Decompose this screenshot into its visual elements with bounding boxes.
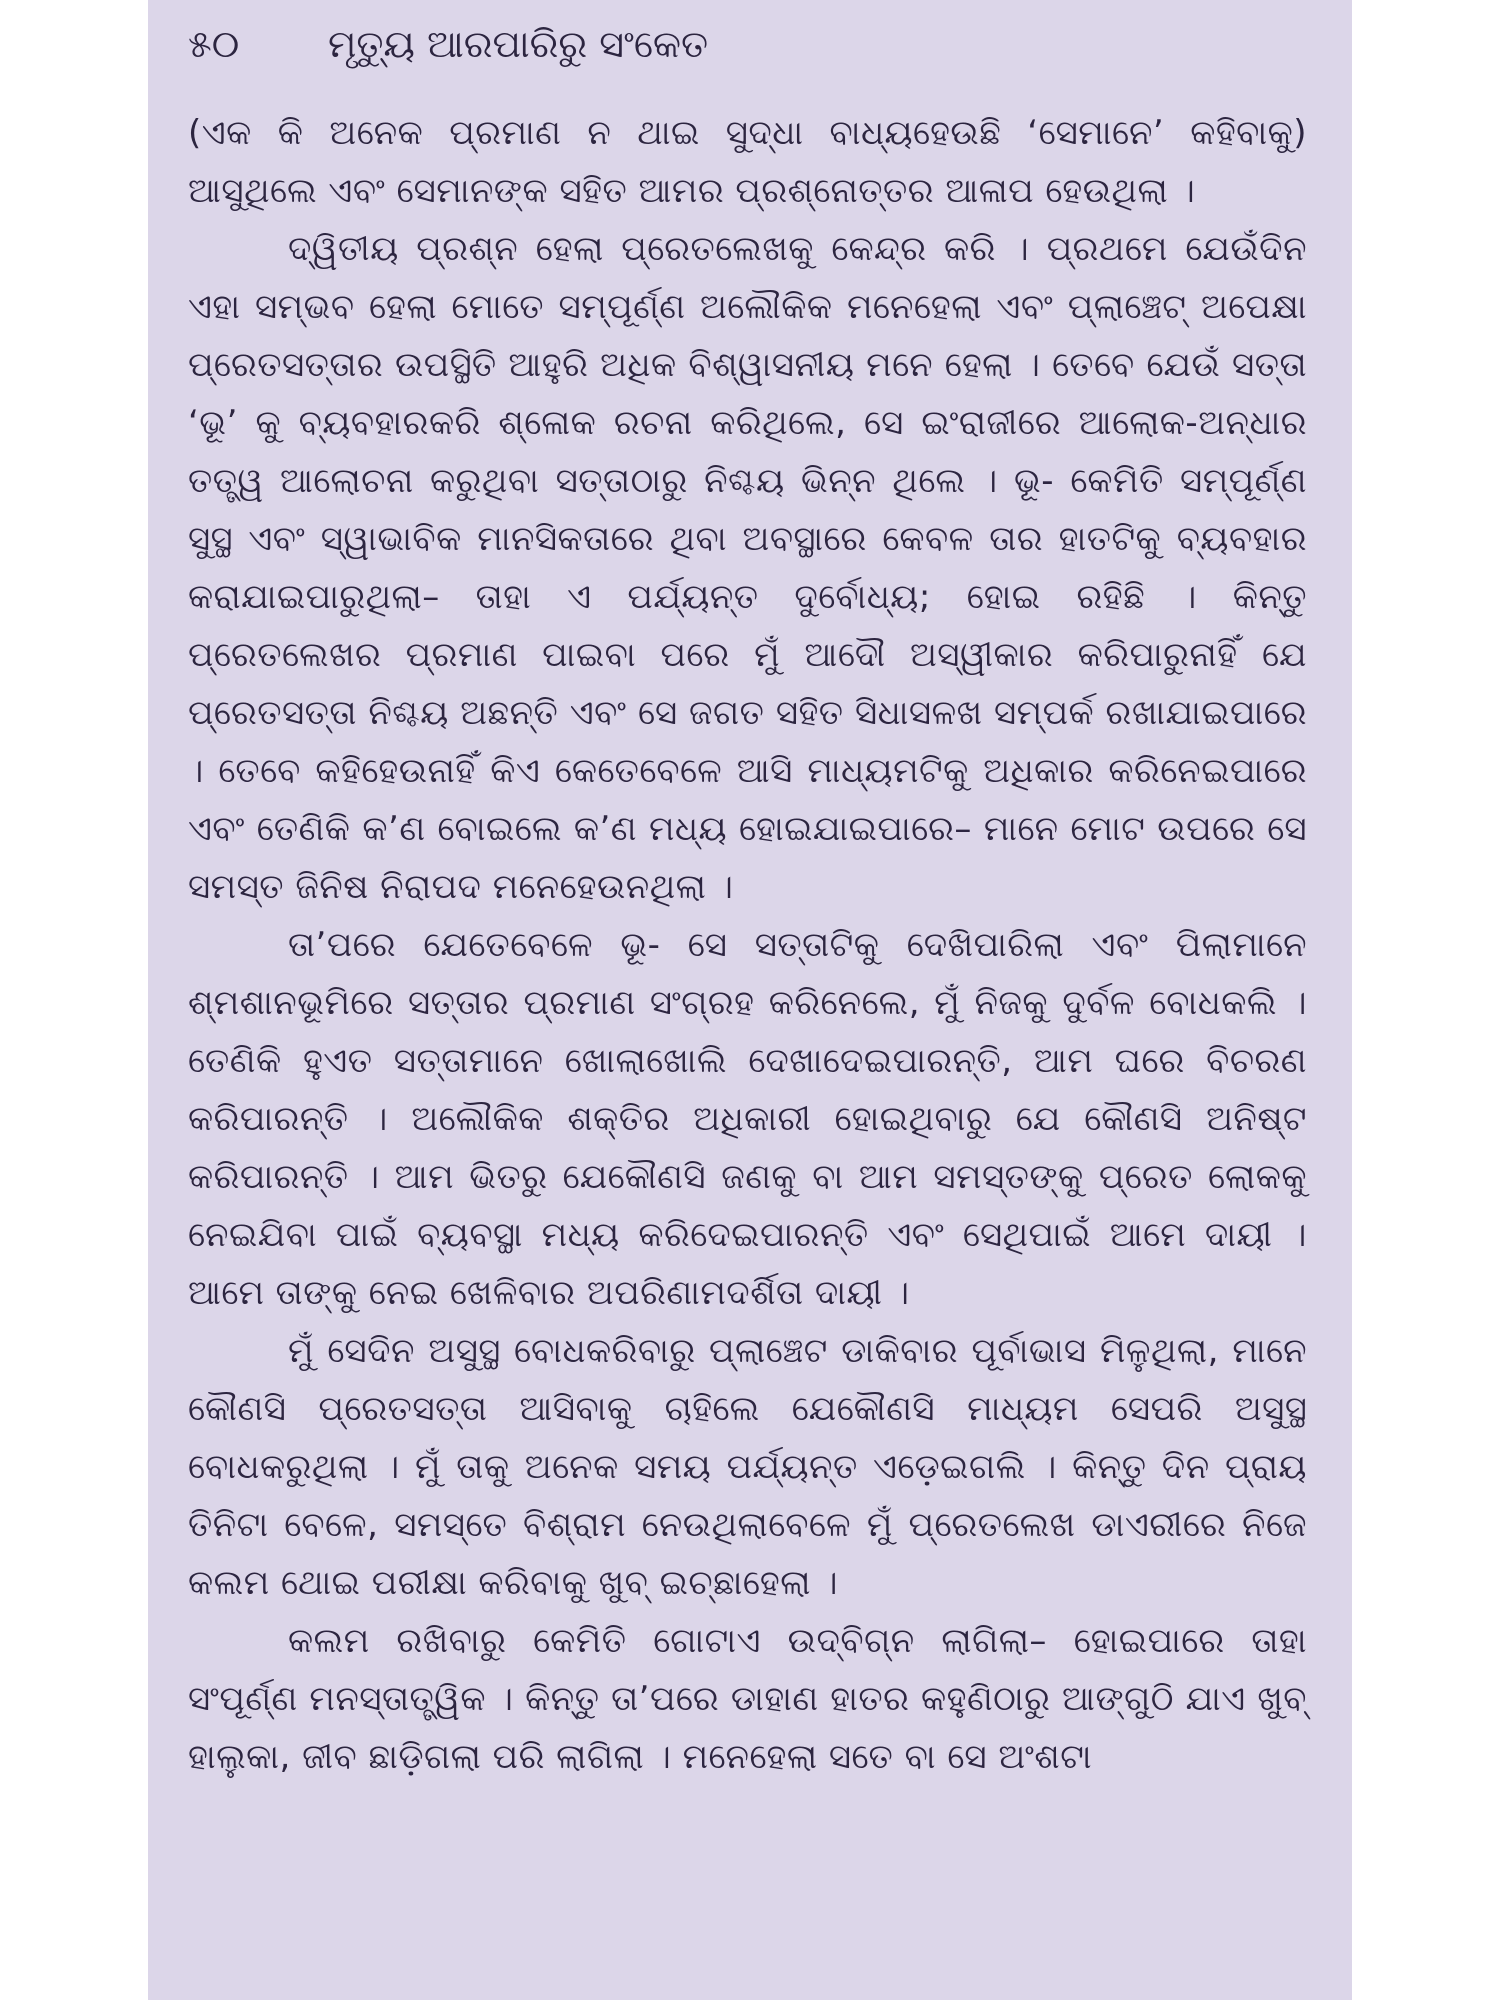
paragraph: ଦ୍ୱିତୀୟ ପ୍ରଶ୍ନ ହେଲା ପ୍ରେତଲେଖକୁ କେନ୍ଦ୍ର କରି । ପ୍ରଥମେ ଯେଉଁଦିନ ଏହା ସମ୍ଭବ ହେଲା ମୋତେ ସମ୍ପୂର୍ଣ୍ଣ ଅଲୌକିକ ମନେହେଲା ଏବଂ ପ୍ଲାଞ୍ଚେଟ୍ ଅପେକ୍ଷା ପ୍ରେତସତ୍ତାର ଉପସ୍ଥିତି ଆହୁରି ଅଧିକ ବିଶ୍ୱାସନୀୟ ମନେ ହେଲା । ତେବେ ଯେଉଁ ସତ୍ତା ‘ଭୂ’ କୁ ବ୍ୟବହାରକରି ଶ୍ଳୋକ ରଚନା କରିଥିଲେ, ସେ ଇଂରାଜୀରେ ଆଲୋକ-ଅନ୍ଧାର ତତ୍ତ୍ୱ ଆଲୋଚନା କରୁଥିବା ସତ୍ତାଠାରୁ ନିଶ୍ଚୟ ଭିନ୍ନ ଥିଲେ । ଭୂ- କେମିତି ସମ୍ପୂର୍ଣ୍ଣ ସୁସ୍ଥ ଏବଂ ସ୍ୱାଭାବିକ ମାନସିକତାରେ ଥିବା ଅବସ୍ଥାରେ କେବଳ ତାର ହାତଟିକୁ ବ୍ୟବହାର କରାଯାଇପାରୁଥିଲା– ତାହା ଏ ପର୍ଯ୍ୟନ୍ତ ଦୁର୍ବୋଧ୍ୟ; ହୋଇ ରହିଛି । କିନ୍ତୁ ପ୍ରେତଲେଖର ପ୍ରମାଣ ପାଇବା ପରେ ମୁଁ ଆଦୌ ଅସ୍ୱୀକାର କରିପାରୁନାହିଁ ଯେ ପ୍ରେତସତ୍ତା ନିଶ୍ଚୟ ଅଛନ୍ତି ଏବଂ ସେ ଜଗତ ସହିତ ସିଧାସଳଖ ସମ୍ପର୍କ ରଖାଯାଇପାରେ । ତେବେ କହିହେଉନାହିଁ କିଏ କେତେବେଳେ ଆସି ମାଧ୍ୟମଟିକୁ ଅଧିକାର କରିନେଇପାରେ ଏବଂ ତେଣିକି କ’ଣ ବୋଇଲେ କ’ଣ ମଧ୍ୟ ହୋଇଯାଇପାରେ– ମାନେ ମୋଟ ଉପରେ ସେ ସମସ୍ତ ଜିନିଷ ନିରାପଦ ମନେହେଉନଥିଲା ।	[188, 229, 1307, 907]
paragraph: ମୁଁ ସେଦିନ ଅସୁସ୍ଥ ବୋଧକରିବାରୁ ପ୍ଲାଞ୍ଚେଟ ଡାକିବାର ପୂର୍ବାଭାସ ମିଳୁଥିଲା, ମାନେ କୌଣସି ପ୍ରେତସତ୍ତା ଆସିବାକୁ ଚାହିଲେ ଯେକୌଣସି ମାଧ୍ୟମ ସେପରି ଅସୁସ୍ଥ ବୋଧକରୁଥିଲା । ମୁଁ ତାକୁ ଅନେକ ସମୟ ପର୍ଯ୍ୟନ୍ତ ଏଡ଼େଇଗଲି । କିନ୍ତୁ ଦିନ ପ୍ରାୟ ତିନିଟା ବେଳେ, ସମସ୍ତେ ବିଶ୍ରାମ ନେଉଥିଲାବେଳେ ମୁଁ ପ୍ରେତଲେଖ ଡାଏରୀରେ ନିଜେ କଲମ ଥୋଇ ପରୀକ୍ଷା କରିବାକୁ ଖୁବ୍ ଇଚ୍ଛାହେଲା ।	[188, 1331, 1307, 1603]
paragraph: କଲମ ରଖିବାରୁ କେମିତି ଗୋଟାଏ ଉଦ୍‌ବିଗ୍ନ ଲାଗିଲା– ହୋଇପାରେ ତାହା ସଂପୂର୍ଣ୍ଣ ମନସ୍ତାତ୍ତ୍ୱିକ । କିନ୍ତୁ ତା’ପରେ ଡାହାଣ ହାତର କହୁଣିଠାରୁ ଆଙ୍ଗୁଠି ଯାଏ ଖୁବ୍ ହାଲୁକା, ଜୀବ ଛାଡ଼ିଗଲା ପରି ଲାଗିଲା । ମନେହେଲା ସତେ ବା ସେ ଅଂଶଟା	[188, 1621, 1307, 1777]
paragraph: ତା’ପରେ ଯେତେବେଳେ ଭୂ- ସେ ସତ୍ତାଟିକୁ ଦେଖିପାରିଲା ଏବଂ ପିଲାମାନେ ଶ୍ମଶାନଭୂମିରେ ସତ୍ତାର ପ୍ରମାଣ ସଂଗ୍ରହ କରିନେଲେ, ମୁଁ ନିଜକୁ ଦୁର୍ବଳ ବୋଧକଲି । ତେଣିକି ହୁଏତ ସତ୍ତାମାନେ ଖୋଲାଖୋଲି ଦେଖାଦେଇପାରନ୍ତି, ଆମ ଘରେ ବିଚରଣ କରିପାରନ୍ତି । ଅଲୌକିକ ଶକ୍ତିର ଅଧିକାରୀ ହୋଇଥିବାରୁ ଯେ କୌଣସି ଅନିଷ୍ଟ କରିପାରନ୍ତି । ଆମ ଭିତରୁ ଯେକୌଣସି ଜଣକୁ ବା ଆମ ସମସ୍ତଙ୍କୁ ପ୍ରେତ ଲୋକକୁ ନେଇଯିବା ପାଇଁ ବ୍ୟବସ୍ଥା ମଧ୍ୟ କରିଦେଇପାରନ୍ତି ଏବଂ ସେଥିପାଇଁ ଆମେ ଦାୟୀ । ଆମେ ତାଙ୍କୁ ନେଇ ଖେଳିବାର ଅପରିଣାମଦର୍ଶିତା ଦାୟୀ ।	[188, 925, 1307, 1313]
running-title: ମୃତ୍ୟୁ ଆରପାରିରୁ ସଂକେତ	[328, 22, 709, 66]
page-number: ୫୦	[188, 22, 240, 66]
page-header	[188, 22, 1307, 86]
body-text	[188, 104, 1307, 1786]
book-page	[148, 0, 1352, 2000]
paragraph: (ଏକ କି ଅନେକ ପ୍ରମାଣ ନ ଥାଇ ସୁଦ୍ଧା ବାଧ୍ୟହେଉଛି ‘ସେମାନେ’ କହିବାକୁ) ଆସୁଥିଲେ ଏବଂ ସେମାନଙ୍କ ସହିତ ଆମର ପ୍ରଶ୍ନୋତ୍ତର ଆଳାପ ହେଉଥିଲା ।	[188, 113, 1307, 211]
